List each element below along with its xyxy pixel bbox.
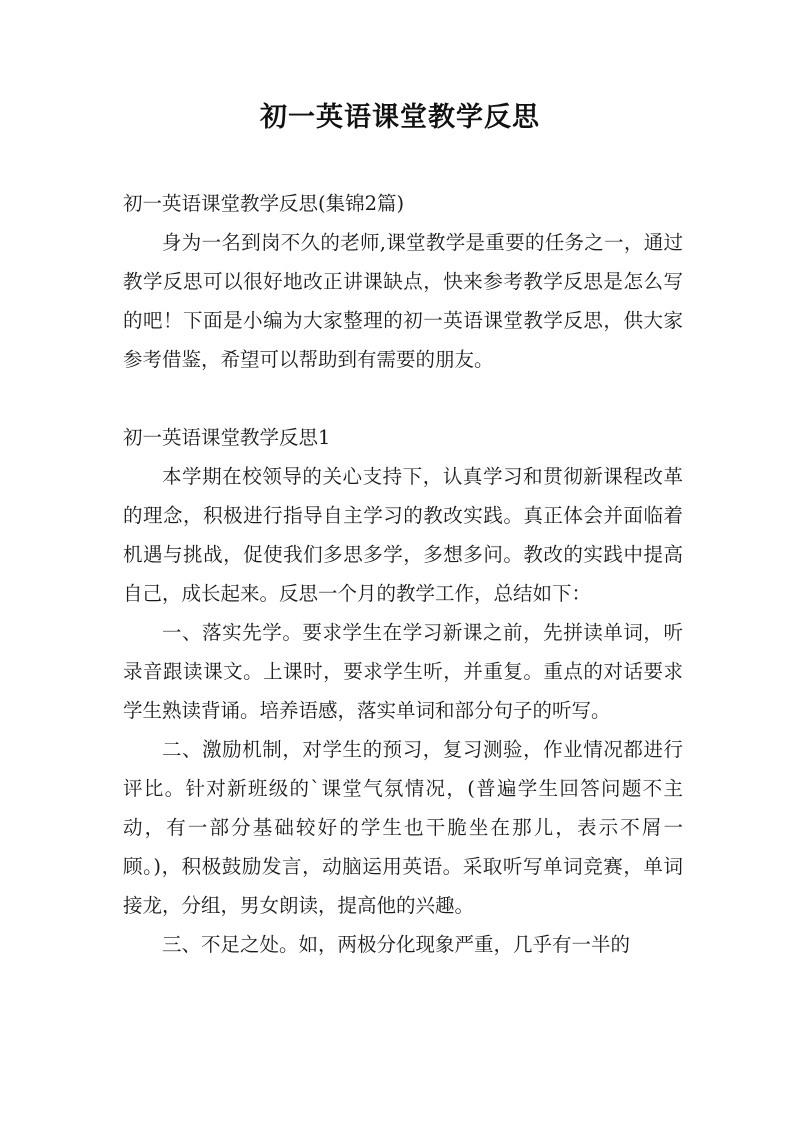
- paragraph-spacer: [123, 379, 683, 418]
- section-heading: 初一英语课堂教学反思1: [123, 426, 331, 449]
- document-subtitle: 初一英语课堂教学反思(集锦2篇): [123, 192, 405, 215]
- document-title: 初一英语课堂教学反思: [260, 102, 540, 133]
- body-paragraph: 二、激励机制，对学生的预习，复习测验，作业情况都进行评比。针对新班级的`课堂气氛情况，(普遍学生回答问题不主动，有一部分基础较好的学生也干脆坐在那儿，表示不屑一顾。)，积极鼓励发言，动脑运用英语。采取听写单词竞赛，单词接龙，分组，男女朗读，提高他的兴趣。: [123, 738, 683, 917]
- intro-paragraph: 身为一名到岗不久的老师,课堂教学是重要的任务之一，通过教学反思可以很好地改正讲课缺点，快来参考教学反思是怎么写的吧！下面是小编为大家整理的初一英语课堂教学反思，供大家参考借鉴，希望可以帮助到有需要的朋友。: [123, 231, 683, 371]
- body-paragraph: 本学期在校领导的关心支持下，认真学习和贯彻新课程改革的理念，积极进行指导自主学习的教改实践。真正体会并面临着机遇与挑战，促使我们多思多学，多想多问。教改的实践中提高自己，成长起来。反思一个月的教学工作，总结如下：: [123, 465, 683, 605]
- body-paragraph: 一、落实先学。要求学生在学习新课之前，先拼读单词，听录音跟读课文。上课时，要求学生听，并重复。重点的对话要求学生熟读背诵。培养语感，落实单词和部分句子的听写。: [123, 621, 683, 722]
- body-paragraph: 三、不足之处。如，两极分化现象严重，几乎有一半的: [162, 933, 631, 956]
- document-body: [123, 184, 683, 964]
